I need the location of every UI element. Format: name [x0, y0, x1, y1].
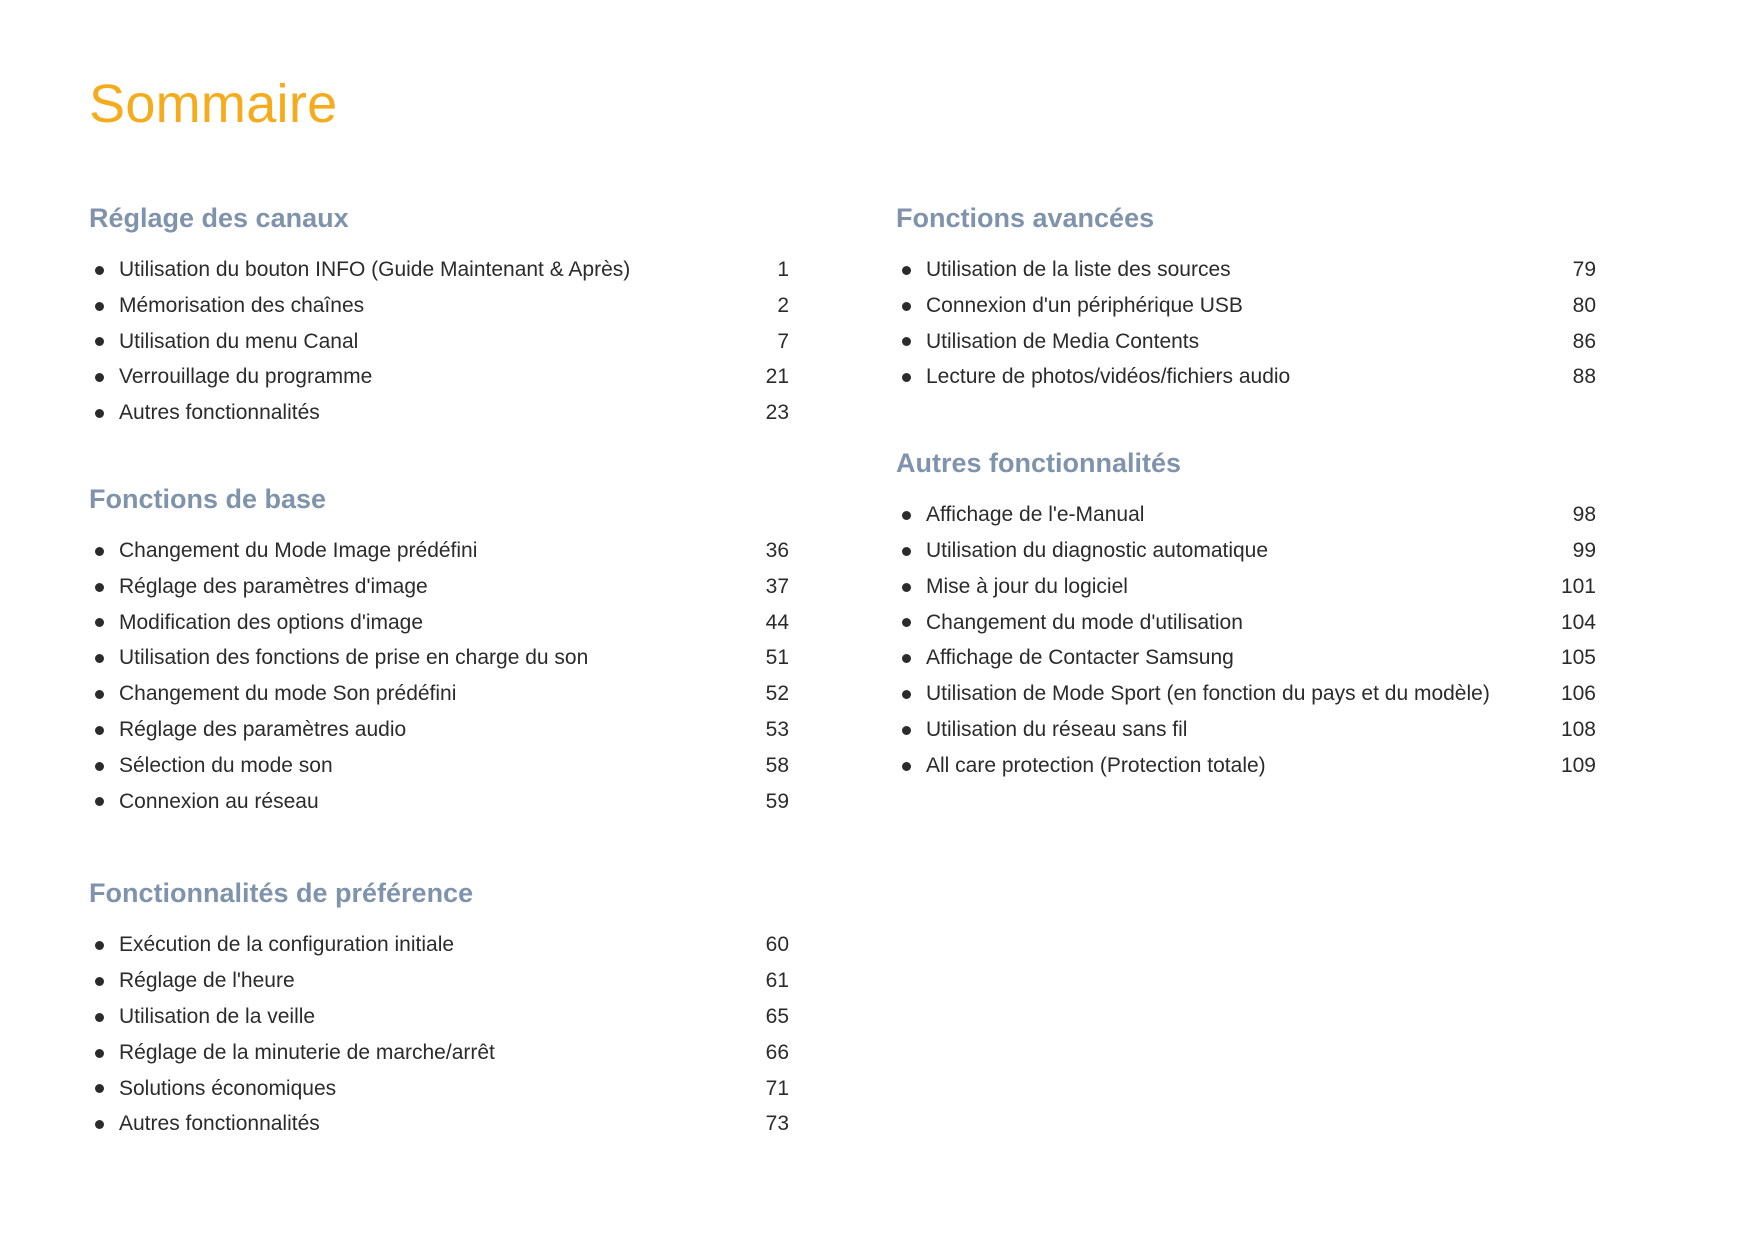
toc-page-number: 80 [1572, 293, 1596, 317]
toc-entry-link[interactable] [896, 252, 1596, 288]
toc-list [89, 252, 789, 431]
toc-page-number: 71 [765, 1076, 789, 1100]
toc-entry-link[interactable] [896, 533, 1596, 569]
toc-page-number: 98 [1572, 503, 1596, 527]
toc-entry-label: Utilisation de Media Contents [926, 329, 1200, 353]
toc-entry-link[interactable] [896, 640, 1596, 676]
toc-page-number: 52 [765, 682, 789, 706]
bullet-icon [902, 302, 911, 311]
toc-entry-link[interactable] [896, 324, 1596, 360]
toc-entry-label: Utilisation de la liste des sources [926, 258, 1231, 281]
toc-list [896, 497, 1596, 783]
toc-entry-link[interactable] [89, 999, 789, 1035]
toc-entry-link[interactable] [89, 712, 789, 748]
toc-entry-link[interactable] [89, 569, 789, 605]
toc-page-number: 44 [765, 610, 789, 634]
toc-entry-link[interactable] [89, 927, 789, 963]
toc-entry-label: Utilisation du diagnostic automatique [926, 538, 1269, 562]
bullet-icon [95, 373, 104, 382]
toc-entry-link[interactable] [896, 569, 1596, 605]
bullet-icon [95, 1049, 104, 1058]
bullet-icon [95, 1013, 104, 1022]
toc-entry-label: Changement du mode Son prédéfini [119, 682, 457, 706]
toc-page-number: 60 [765, 933, 789, 957]
section-heading: Autres fonctionnalités [896, 448, 1182, 479]
toc-entry-link[interactable] [89, 533, 789, 569]
toc-entry-label: Solutions économiques [119, 1076, 337, 1100]
toc-entry-label: Utilisation des fonctions de prise en charge du son [119, 646, 589, 670]
toc-section-fonctionnalites-de-preference [89, 871, 789, 1142]
toc-entry-label: Affichage de Contacter Samsung [926, 646, 1234, 670]
bullet-icon [95, 762, 104, 771]
toc-page-number: 53 [765, 717, 789, 741]
section-heading: Fonctionnalités de préférence [89, 878, 474, 909]
bullet-icon [902, 337, 911, 346]
toc-entry-label: Lecture de photos/vidéos/fichiers audio [926, 365, 1291, 389]
bullet-icon [902, 690, 911, 699]
toc-entry-link[interactable] [89, 288, 789, 324]
bullet-icon [95, 1120, 104, 1129]
toc-page-number: 73 [765, 1112, 789, 1136]
toc-entry-link[interactable] [896, 605, 1596, 641]
bullet-icon [95, 266, 104, 275]
bullet-icon [95, 1084, 104, 1093]
section-heading: Fonctions avancées [896, 203, 1155, 233]
toc-entry-label: Utilisation du menu Canal [119, 329, 359, 353]
toc-entry-label: Exécution de la configuration initiale [119, 933, 455, 957]
bullet-icon [902, 547, 911, 556]
toc-entry-label: Réglage des paramètres d'image [119, 574, 428, 598]
bullet-icon [902, 511, 911, 520]
toc-entry-label: Affichage de l'e-Manual [926, 503, 1145, 527]
bullet-icon [902, 618, 911, 627]
toc-entry-label: Réglage de l'heure [119, 969, 295, 993]
page-title: Sommaire [89, 74, 338, 134]
toc-entry-link[interactable] [89, 676, 789, 712]
bullet-icon [95, 618, 104, 627]
toc-entry-label: Changement du mode d'utilisation [926, 610, 1243, 634]
right-column [896, 196, 1596, 784]
toc-entry-link[interactable] [896, 359, 1596, 395]
toc-entry-link[interactable] [896, 748, 1596, 784]
bullet-icon [902, 762, 911, 771]
bullet-icon [902, 373, 911, 382]
toc-entry-link[interactable] [896, 676, 1596, 712]
toc-entry-link[interactable] [896, 712, 1596, 748]
toc-page-number: 86 [1572, 329, 1596, 353]
toc-page-number: 99 [1572, 538, 1596, 562]
toc-page-number: 7 [777, 329, 789, 353]
toc-entry-label: Autres fonctionnalités [119, 1112, 320, 1136]
toc-entry-label: Changement du Mode Image prédéfini [119, 538, 478, 562]
toc-page-number: 66 [765, 1040, 789, 1064]
toc-page-number: 21 [765, 365, 789, 389]
toc-page-number: 88 [1572, 365, 1596, 389]
toc-page-number: 79 [1572, 258, 1596, 281]
toc-page-number: 36 [765, 538, 789, 562]
bullet-icon [902, 726, 911, 735]
toc-entry-label: Connexion d'un périphérique USB [926, 293, 1243, 317]
toc-entry-link[interactable] [89, 252, 789, 288]
bullet-icon [95, 547, 104, 556]
toc-page-number: 106 [1560, 682, 1596, 706]
toc-entry-link[interactable] [896, 497, 1596, 533]
toc-entry-label: Autres fonctionnalités [119, 401, 320, 425]
bullet-icon [95, 409, 104, 418]
toc-entry-label: Réglage des paramètres audio [119, 717, 407, 741]
toc-entry-link[interactable] [89, 1035, 789, 1071]
bullet-icon [95, 941, 104, 950]
section-heading: Réglage des canaux [89, 203, 349, 233]
bullet-icon [902, 654, 911, 663]
toc-entry-link[interactable] [89, 605, 789, 641]
toc-entry-label: Réglage de la minuterie de marche/arrêt [119, 1040, 495, 1064]
toc-entry-link[interactable] [896, 288, 1596, 324]
toc-page-number: 109 [1560, 753, 1596, 777]
toc-page-number: 51 [765, 646, 789, 670]
toc-entry-label: Utilisation de Mode Sport (en fonction du pays et du modèle) [926, 682, 1490, 706]
toc-page-number: 61 [765, 969, 789, 993]
bullet-icon [902, 266, 911, 275]
toc-entry-label: Utilisation de la veille [119, 1004, 316, 1028]
toc-page-number: 101 [1560, 574, 1596, 598]
toc-list [89, 533, 789, 819]
left-column [89, 196, 789, 1142]
toc-page-number: 23 [765, 401, 789, 425]
bullet-icon [95, 977, 104, 986]
toc-entry-label: Verrouillage du programme [119, 365, 373, 389]
toc-page-number: 59 [765, 789, 789, 813]
bullet-icon [95, 654, 104, 663]
toc-page-number: 37 [765, 574, 789, 598]
toc-entry-link[interactable] [89, 324, 789, 360]
toc-page-number: 1 [777, 258, 789, 281]
toc-page-number: 108 [1560, 717, 1596, 741]
toc-page-number: 105 [1560, 646, 1596, 670]
toc-entry-link[interactable] [89, 395, 789, 431]
toc-entry-label: Sélection du mode son [119, 753, 333, 777]
toc-entry-label: Mémorisation des chaînes [119, 293, 365, 317]
toc-entry-link[interactable] [89, 748, 789, 784]
toc-entry-label: Utilisation du réseau sans fil [926, 717, 1188, 741]
toc-page-number: 2 [777, 293, 789, 317]
toc-section-autres-fonctionnalites [896, 441, 1596, 783]
toc-list [896, 252, 1596, 395]
bullet-icon [902, 583, 911, 592]
toc-entry-link[interactable] [89, 963, 789, 999]
toc-entry-link[interactable] [89, 640, 789, 676]
toc-page-number: 58 [765, 753, 789, 777]
bullet-icon [95, 726, 104, 735]
section-heading: Fonctions de base [89, 483, 327, 514]
toc-page-number: 104 [1560, 610, 1596, 634]
toc-entry-label: Utilisation du bouton INFO (Guide Maintenant & Après) [119, 258, 631, 281]
toc-entry-link[interactable] [89, 1071, 789, 1107]
bullet-icon [95, 337, 104, 346]
toc-entry-link[interactable] [89, 359, 789, 395]
toc-entry-link[interactable] [89, 1106, 789, 1142]
toc-entry-label: Connexion au réseau [119, 789, 319, 813]
toc-entry-label: Mise à jour du logiciel [926, 574, 1128, 598]
toc-section-fonctions-avancees [896, 196, 1596, 395]
toc-section-fonctions-de-base [89, 477, 789, 819]
bullet-icon [95, 583, 104, 592]
toc-entry-label: Modification des options d'image [119, 610, 424, 634]
toc-section-reglage-des-canaux [89, 196, 789, 431]
toc-page-number: 65 [765, 1004, 789, 1028]
bullet-icon [95, 302, 104, 311]
bullet-icon [95, 690, 104, 699]
toc-list [89, 927, 789, 1142]
toc-entry-link[interactable] [89, 784, 789, 820]
toc-entry-label: All care protection (Protection totale) [926, 753, 1266, 777]
bullet-icon [95, 797, 104, 806]
